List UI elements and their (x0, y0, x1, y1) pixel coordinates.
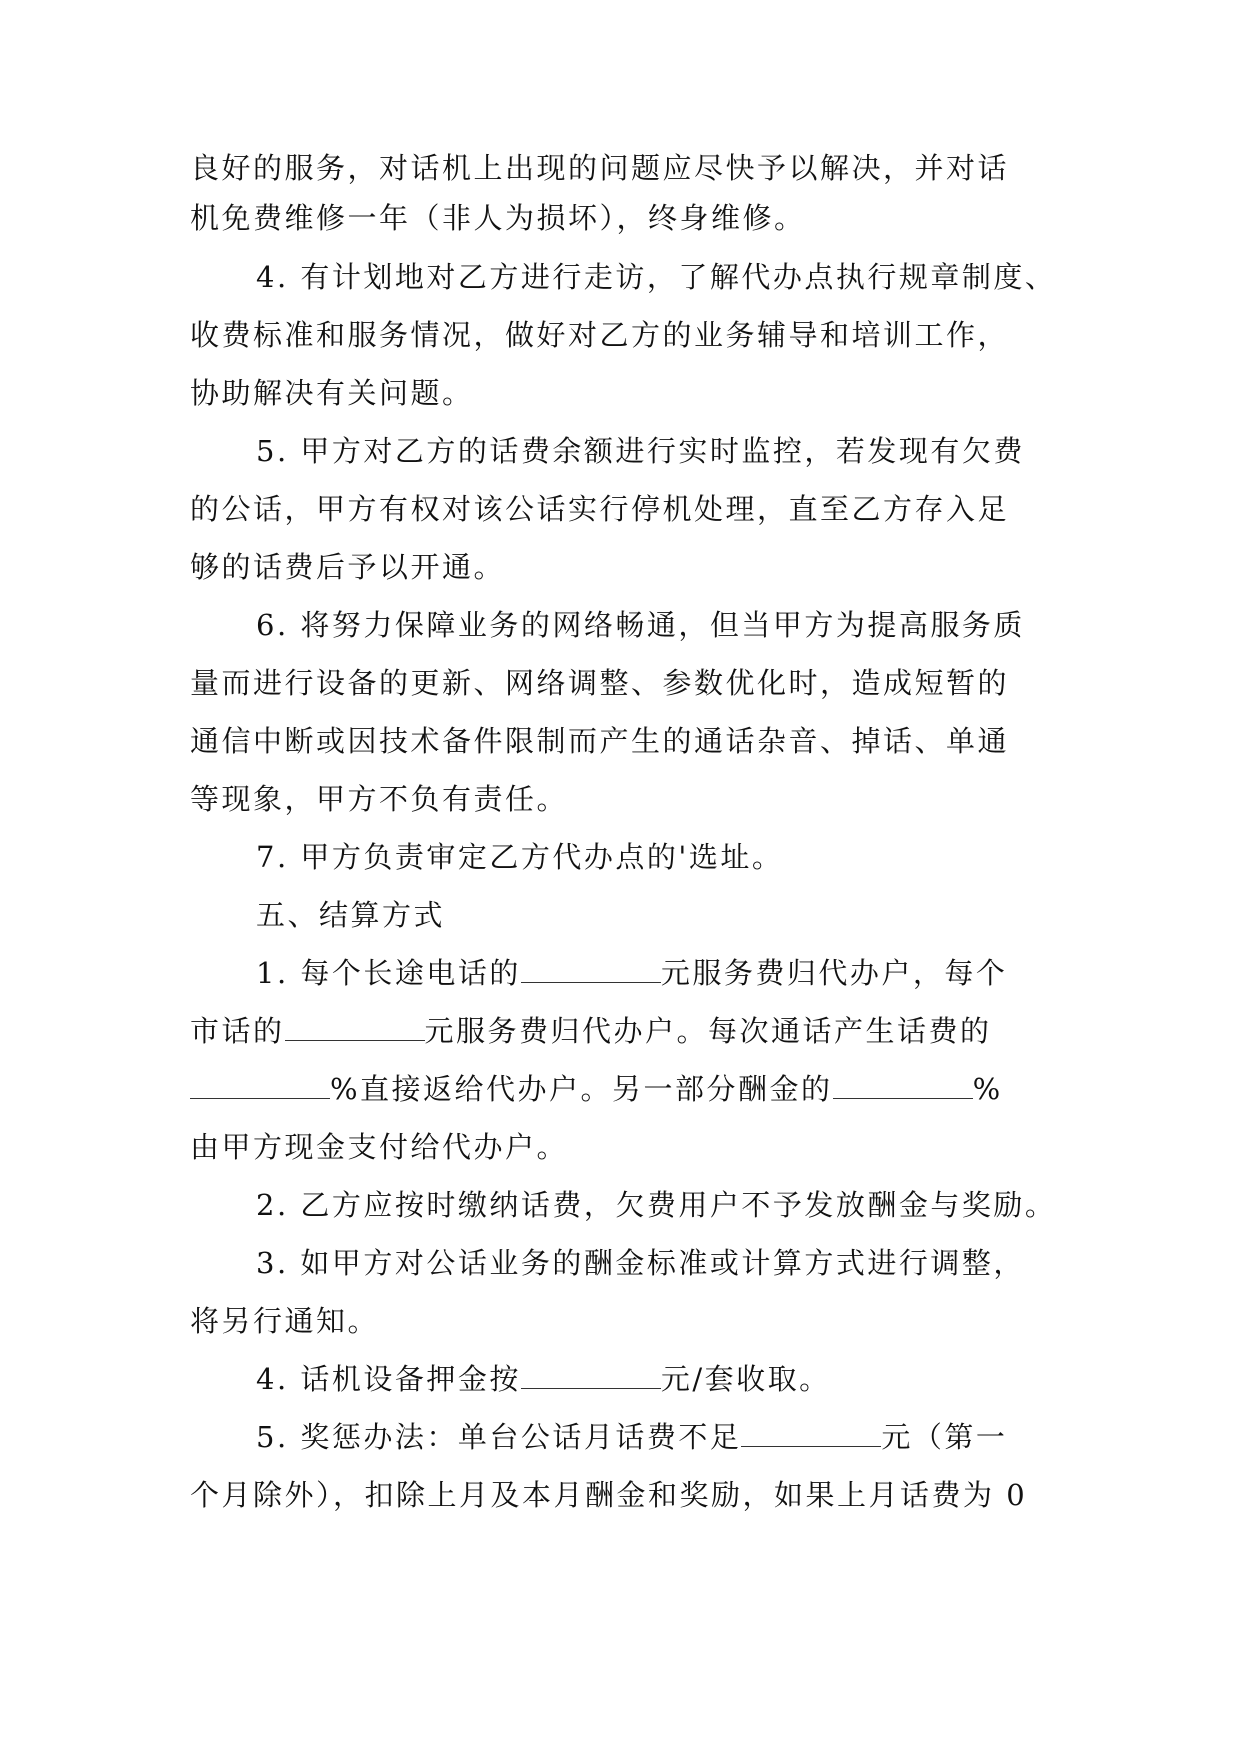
text-line (256, 1359, 831, 1399)
text-line: 机免费维修一年（非人为损坏），终身维修。 (190, 201, 806, 235)
text-line: 协助解决有关问题。 (190, 376, 474, 410)
text-segment: % (972, 1072, 1003, 1106)
text-line: 良好的服务，对话机上出现的问题应尽快予以解决，并对话 (190, 151, 1010, 185)
text-segment: 4. 话机设备押金按 (256, 1362, 521, 1396)
text-line: 5. 甲方对乙方的话费余额进行实时监控，若发现有欠费 (256, 434, 1025, 468)
text-line (190, 1069, 1003, 1109)
text-line: 2. 乙方应按时缴纳话费，欠费用户不予发放酬金与奖励。 (256, 1188, 1057, 1222)
text-line: 6. 将努力保障业务的网络畅通，但当甲方为提高服务质 (256, 608, 1025, 642)
text-line (256, 1417, 1007, 1457)
fill-in-blank (741, 1420, 881, 1447)
text-line: 收费标准和服务情况，做好对乙方的业务辅导和培训工作， (190, 318, 1010, 352)
text-segment: 1. 每个长途电话的 (256, 956, 521, 990)
text-segment: 5. 奖惩办法：单台公话月话费不足 (256, 1420, 742, 1454)
text-segment: 元/套收取。 (660, 1362, 831, 1396)
text-segment: 元服务费归代办户，每个 (660, 956, 1008, 990)
fill-in-blank (190, 1072, 330, 1099)
text-line: 4. 有计划地对乙方进行走访，了解代办点执行规章制度、 (256, 260, 1057, 294)
fill-in-blank (285, 1014, 425, 1041)
fill-in-blank (521, 956, 661, 983)
text-line (256, 953, 1007, 993)
text-line: 等现象，甲方不负有责任。 (190, 782, 569, 816)
text-segment: 市话的 (190, 1014, 285, 1048)
text-line: 将另行通知。 (190, 1304, 380, 1338)
text-line: 由甲方现金支付给代办户。 (190, 1130, 569, 1164)
text-line: 量而进行设备的更新、网络调整、参数优化时，造成短暂的 (190, 666, 1010, 700)
text-line: 7. 甲方负责审定乙方代办点的'选址。 (256, 840, 784, 874)
text-line: 的公话，甲方有权对该公话实行停机处理，直至乙方存入足 (190, 492, 1010, 526)
fill-in-blank (521, 1362, 661, 1389)
text-line: 通信中断或因技术备件限制而产生的通话杂音、掉话、单通 (190, 724, 1010, 758)
fill-in-blank (833, 1072, 973, 1099)
text-line: 3. 如甲方对公话业务的酬金标准或计算方式进行调整， (256, 1246, 1025, 1280)
section-heading: 五、结算方式 (256, 898, 446, 932)
text-segment: %直接返给代办户。另一部分酬金的 (330, 1072, 833, 1106)
text-line (190, 1011, 992, 1051)
text-segment: 元（第一 (881, 1420, 1008, 1454)
text-line: 个月除外），扣除上月及本月酬金和奖励，如果上月话费为 0 (190, 1478, 1028, 1512)
text-line: 够的话费后予以开通。 (190, 550, 506, 584)
text-segment: 元服务费归代办户。每次通话产生话费的 (424, 1014, 992, 1048)
